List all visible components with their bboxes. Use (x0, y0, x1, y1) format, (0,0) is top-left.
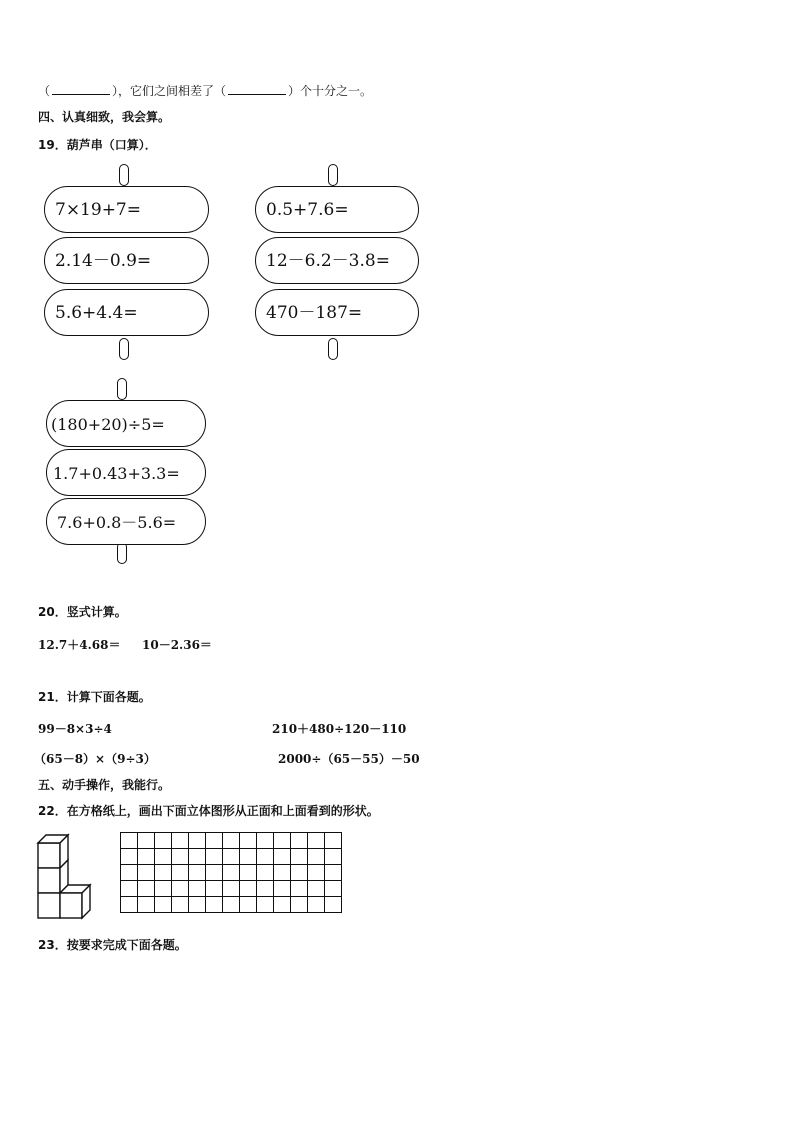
question-23-title: 23．按要求完成下面各题。 (38, 938, 187, 952)
gourd-bead: 12－6.2－3.8= (255, 237, 419, 284)
gourd-stick-top (119, 164, 129, 186)
question-19-title: 19．葫芦串（口算）． (38, 138, 157, 152)
question-22-title: 22．在方格纸上，画出下面立体图形从正面和上面看到的形状。 (38, 804, 379, 818)
gourd-stick-bottom (328, 338, 338, 360)
gourd-bead: 7.6+0.8－5.6= (46, 498, 206, 545)
answer-blank-1[interactable] (52, 84, 110, 95)
gourd-bead: 0.5+7.6= (255, 186, 419, 233)
section-five-heading: 五、动手操作，我能行。 (38, 778, 171, 792)
grid-paper[interactable] (120, 832, 342, 913)
calc-expr: （65－8）×（9÷3） (34, 752, 156, 766)
calc-expr: 210＋480÷120－110 (272, 722, 407, 736)
gourd-bead: 7×19+7= (44, 186, 209, 233)
question-21-title: 21．计算下面各题。 (38, 690, 151, 704)
gourd-bead: 5.6+4.4= (44, 289, 209, 336)
question-20-title: 20．竖式计算。 (38, 605, 127, 619)
gourd-stick-top (328, 164, 338, 186)
cube-stack-figure (36, 833, 92, 921)
vertical-calc-expr: 10－2.36＝ (142, 638, 212, 652)
text-part-1: （ (38, 84, 51, 98)
gourd-bead: 2.14－0.9= (44, 237, 209, 284)
text-part-3: ）个十分之一。 (288, 84, 373, 98)
answer-blank-2[interactable] (228, 84, 286, 95)
fill-blank-line (38, 82, 372, 99)
gourd-bead: 470－187= (255, 289, 419, 336)
gourd-stick-top (117, 378, 127, 400)
gourd-bead: 1.7+0.43+3.3= (46, 449, 206, 496)
vertical-calc-expr: 12.7＋4.68＝ (38, 638, 121, 652)
gourd-stick-bottom (119, 338, 129, 360)
gourd-bead: (180+20)÷5= (46, 400, 206, 447)
section-four-heading: 四、认真细致，我会算。 (38, 110, 171, 124)
text-part-2: ），它们之间相差了（ (112, 84, 227, 98)
calc-expr: 99－8×3÷4 (38, 722, 112, 736)
calc-expr: 2000÷（65－55）－50 (278, 752, 420, 766)
